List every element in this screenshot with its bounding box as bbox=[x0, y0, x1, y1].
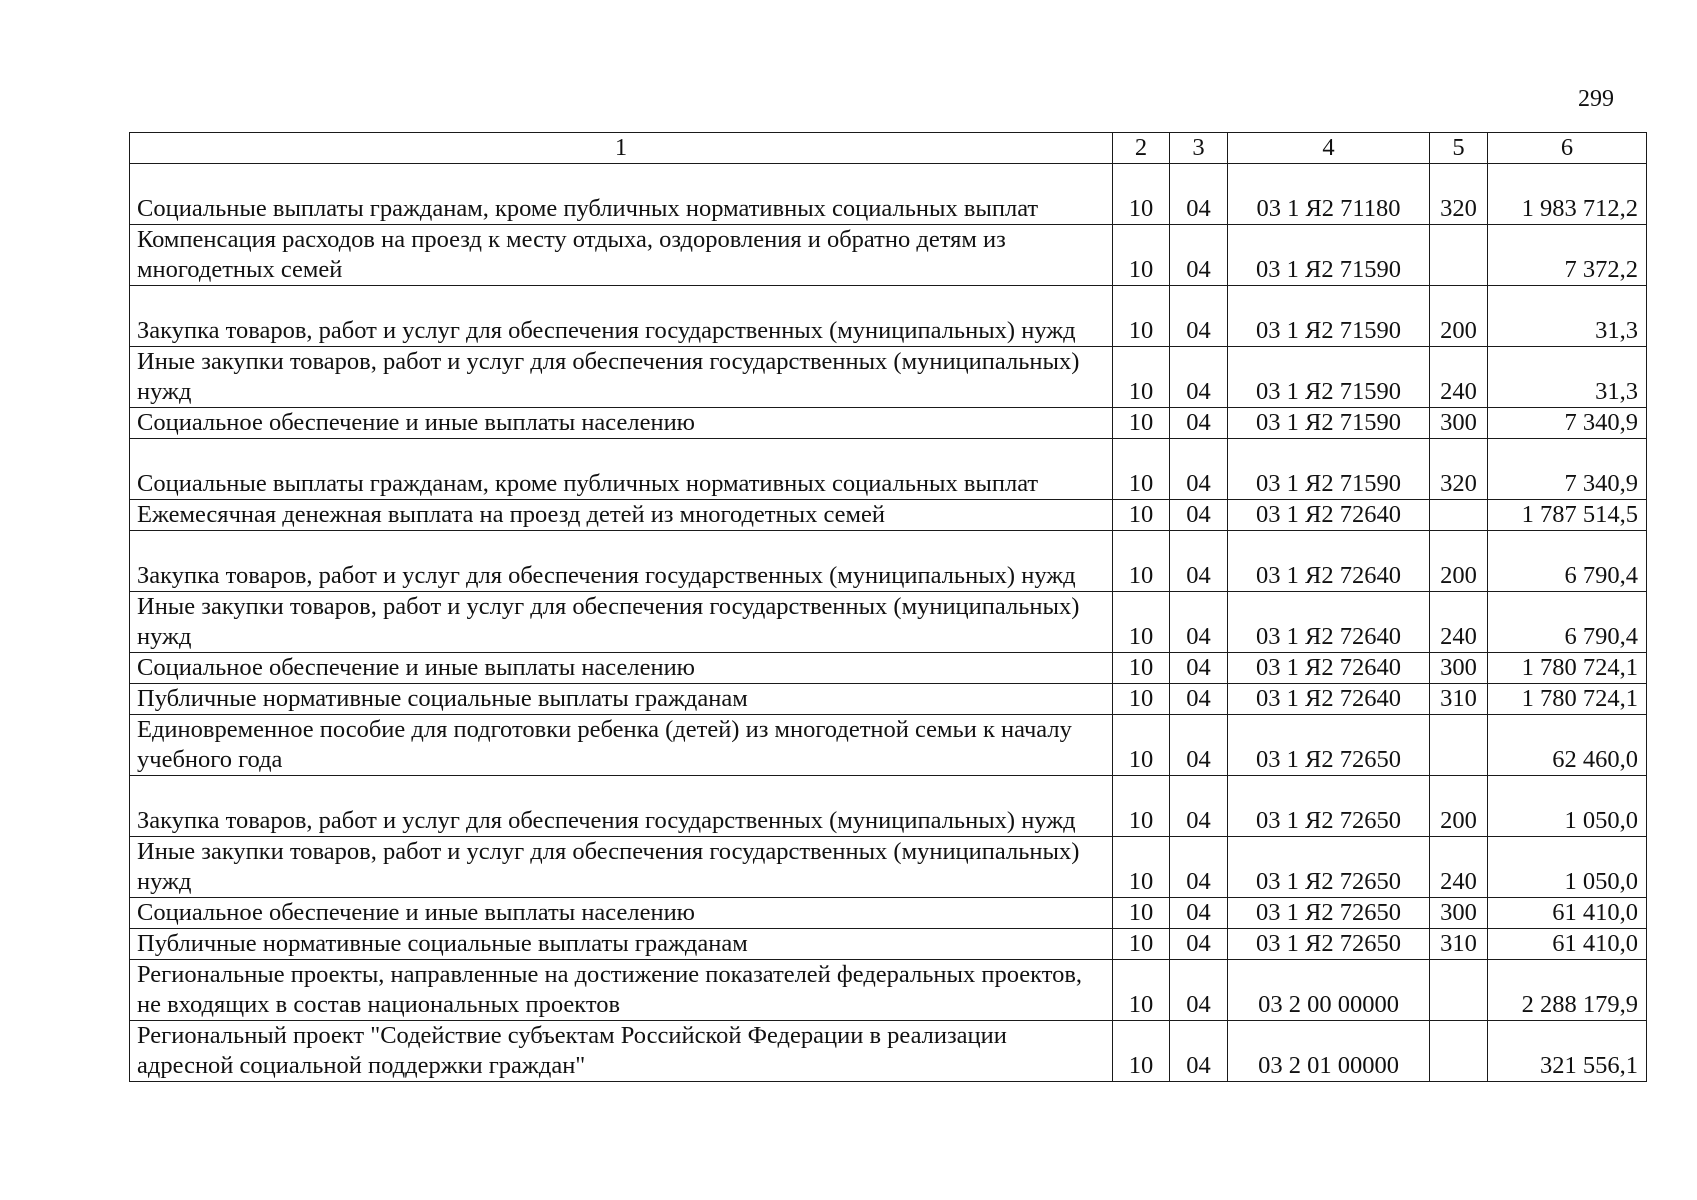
row-amount-cell: 61 410,0 bbox=[1488, 929, 1647, 960]
row-target-code-cell: 03 1 Я2 71590 bbox=[1228, 225, 1430, 286]
table-row bbox=[130, 286, 1647, 347]
row-name-cell: Социальные выплаты гражданам, кроме публичных нормативных социальных выплат bbox=[130, 439, 1113, 500]
row-amount-cell: 321 556,1 bbox=[1488, 1021, 1647, 1082]
row-subsection-cell: 04 bbox=[1170, 837, 1228, 898]
row-subsection-cell: 04 bbox=[1170, 347, 1228, 408]
row-target-code-cell: 03 1 Я2 72650 bbox=[1228, 898, 1430, 929]
row-amount-cell: 2 288 179,9 bbox=[1488, 960, 1647, 1021]
row-amount-cell: 1 780 724,1 bbox=[1488, 653, 1647, 684]
header-cell-name: 1 bbox=[130, 133, 1113, 164]
row-amount-cell: 6 790,4 bbox=[1488, 531, 1647, 592]
header-cell-amount: 6 bbox=[1488, 133, 1647, 164]
row-subsection-cell: 04 bbox=[1170, 715, 1228, 776]
row-target-code-cell: 03 1 Я2 71590 bbox=[1228, 347, 1430, 408]
row-name-cell: Иные закупки товаров, работ и услуг для обеспечения государственных (муниципальных) нужд bbox=[130, 837, 1113, 898]
row-expense-type-cell: 310 bbox=[1430, 684, 1488, 715]
row-amount-cell: 1 050,0 bbox=[1488, 776, 1647, 837]
table-row bbox=[130, 592, 1647, 653]
table-row bbox=[130, 347, 1647, 408]
table-row bbox=[130, 500, 1647, 531]
row-subsection-cell: 04 bbox=[1170, 286, 1228, 347]
row-name-cell: Закупка товаров, работ и услуг для обеспечения государственных (муниципальных) нужд bbox=[130, 286, 1113, 347]
row-expense-type-cell bbox=[1430, 500, 1488, 531]
row-section-cell: 10 bbox=[1113, 439, 1170, 500]
row-target-code-cell: 03 1 Я2 71590 bbox=[1228, 286, 1430, 347]
row-expense-type-cell bbox=[1430, 225, 1488, 286]
row-name-cell: Социальное обеспечение и иные выплаты населению bbox=[130, 898, 1113, 929]
row-subsection-cell: 04 bbox=[1170, 776, 1228, 837]
row-target-code-cell: 03 1 Я2 72640 bbox=[1228, 531, 1430, 592]
row-expense-type-cell: 240 bbox=[1430, 592, 1488, 653]
row-subsection-cell: 04 bbox=[1170, 1021, 1228, 1082]
row-expense-type-cell: 200 bbox=[1430, 531, 1488, 592]
table-row bbox=[130, 164, 1647, 225]
row-section-cell: 10 bbox=[1113, 837, 1170, 898]
row-subsection-cell: 04 bbox=[1170, 592, 1228, 653]
row-target-code-cell: 03 1 Я2 72650 bbox=[1228, 776, 1430, 837]
budget-table bbox=[129, 132, 1647, 1082]
table-row bbox=[130, 408, 1647, 439]
row-expense-type-cell bbox=[1430, 1021, 1488, 1082]
header-cell-section: 2 bbox=[1113, 133, 1170, 164]
row-name-cell: Компенсация расходов на проезд к месту отдыха, оздоровления и обратно детям из многодетных семей bbox=[130, 225, 1113, 286]
table-row bbox=[130, 960, 1647, 1021]
table-row bbox=[130, 439, 1647, 500]
row-amount-cell: 61 410,0 bbox=[1488, 898, 1647, 929]
row-amount-cell: 1 780 724,1 bbox=[1488, 684, 1647, 715]
row-subsection-cell: 04 bbox=[1170, 439, 1228, 500]
row-amount-cell: 6 790,4 bbox=[1488, 592, 1647, 653]
row-subsection-cell: 04 bbox=[1170, 653, 1228, 684]
table-row bbox=[130, 715, 1647, 776]
row-target-code-cell: 03 2 01 00000 bbox=[1228, 1021, 1430, 1082]
row-subsection-cell: 04 bbox=[1170, 408, 1228, 439]
row-section-cell: 10 bbox=[1113, 408, 1170, 439]
row-section-cell: 10 bbox=[1113, 592, 1170, 653]
row-section-cell: 10 bbox=[1113, 1021, 1170, 1082]
row-target-code-cell: 03 1 Я2 71180 bbox=[1228, 164, 1430, 225]
row-amount-cell: 62 460,0 bbox=[1488, 715, 1647, 776]
row-subsection-cell: 04 bbox=[1170, 164, 1228, 225]
row-amount-cell: 1 050,0 bbox=[1488, 837, 1647, 898]
row-section-cell: 10 bbox=[1113, 347, 1170, 408]
row-amount-cell: 7 340,9 bbox=[1488, 408, 1647, 439]
row-target-code-cell: 03 1 Я2 71590 bbox=[1228, 439, 1430, 500]
row-section-cell: 10 bbox=[1113, 531, 1170, 592]
row-target-code-cell: 03 1 Я2 72650 bbox=[1228, 837, 1430, 898]
row-section-cell: 10 bbox=[1113, 715, 1170, 776]
row-expense-type-cell bbox=[1430, 715, 1488, 776]
row-section-cell: 10 bbox=[1113, 898, 1170, 929]
header-cell-subsection: 3 bbox=[1170, 133, 1228, 164]
row-target-code-cell: 03 1 Я2 72640 bbox=[1228, 684, 1430, 715]
row-subsection-cell: 04 bbox=[1170, 531, 1228, 592]
row-subsection-cell: 04 bbox=[1170, 684, 1228, 715]
row-expense-type-cell: 200 bbox=[1430, 776, 1488, 837]
row-target-code-cell: 03 1 Я2 72640 bbox=[1228, 592, 1430, 653]
table-row bbox=[130, 653, 1647, 684]
table-row bbox=[130, 929, 1647, 960]
row-amount-cell: 1 787 514,5 bbox=[1488, 500, 1647, 531]
row-section-cell: 10 bbox=[1113, 500, 1170, 531]
table-row bbox=[130, 225, 1647, 286]
page-number: 299 bbox=[1578, 86, 1614, 112]
row-name-cell: Закупка товаров, работ и услуг для обеспечения государственных (муниципальных) нужд bbox=[130, 531, 1113, 592]
row-expense-type-cell: 300 bbox=[1430, 898, 1488, 929]
row-name-cell: Социальные выплаты гражданам, кроме публичных нормативных социальных выплат bbox=[130, 164, 1113, 225]
row-name-cell: Публичные нормативные социальные выплаты гражданам bbox=[130, 684, 1113, 715]
row-subsection-cell: 04 bbox=[1170, 225, 1228, 286]
row-section-cell: 10 bbox=[1113, 286, 1170, 347]
table-row bbox=[130, 1021, 1647, 1082]
row-subsection-cell: 04 bbox=[1170, 898, 1228, 929]
row-subsection-cell: 04 bbox=[1170, 929, 1228, 960]
table-row bbox=[130, 837, 1647, 898]
header-cell-target-code: 4 bbox=[1228, 133, 1430, 164]
row-name-cell: Иные закупки товаров, работ и услуг для обеспечения государственных (муниципальных) нужд bbox=[130, 592, 1113, 653]
row-name-cell: Ежемесячная денежная выплата на проезд детей из многодетных семей bbox=[130, 500, 1113, 531]
table-row bbox=[130, 776, 1647, 837]
row-section-cell: 10 bbox=[1113, 653, 1170, 684]
table-row bbox=[130, 531, 1647, 592]
row-name-cell: Иные закупки товаров, работ и услуг для обеспечения государственных (муниципальных) нужд bbox=[130, 347, 1113, 408]
row-expense-type-cell: 310 bbox=[1430, 929, 1488, 960]
row-name-cell: Социальное обеспечение и иные выплаты населению bbox=[130, 653, 1113, 684]
row-expense-type-cell: 300 bbox=[1430, 653, 1488, 684]
header-cell-expense-type: 5 bbox=[1430, 133, 1488, 164]
row-target-code-cell: 03 1 Я2 71590 bbox=[1228, 408, 1430, 439]
row-name-cell: Региональные проекты, направленные на достижение показателей федеральных проектов, не входящих в состав национальных проектов bbox=[130, 960, 1113, 1021]
row-expense-type-cell: 240 bbox=[1430, 837, 1488, 898]
row-name-cell: Публичные нормативные социальные выплаты гражданам bbox=[130, 929, 1113, 960]
row-section-cell: 10 bbox=[1113, 684, 1170, 715]
table-row bbox=[130, 684, 1647, 715]
row-target-code-cell: 03 1 Я2 72640 bbox=[1228, 653, 1430, 684]
row-amount-cell: 7 372,2 bbox=[1488, 225, 1647, 286]
row-target-code-cell: 03 1 Я2 72650 bbox=[1228, 929, 1430, 960]
row-target-code-cell: 03 1 Я2 72650 bbox=[1228, 715, 1430, 776]
row-expense-type-cell: 200 bbox=[1430, 286, 1488, 347]
header-row bbox=[130, 133, 1647, 164]
row-target-code-cell: 03 1 Я2 72640 bbox=[1228, 500, 1430, 531]
row-section-cell: 10 bbox=[1113, 776, 1170, 837]
row-name-cell: Закупка товаров, работ и услуг для обеспечения государственных (муниципальных) нужд bbox=[130, 776, 1113, 837]
row-expense-type-cell: 320 bbox=[1430, 164, 1488, 225]
table-row bbox=[130, 898, 1647, 929]
row-target-code-cell: 03 2 00 00000 bbox=[1228, 960, 1430, 1021]
row-name-cell: Единовременное пособие для подготовки ребенка (детей) из многодетной семьи к началу учебного года bbox=[130, 715, 1113, 776]
row-name-cell: Региональный проект "Содействие субъектам Российской Федерации в реализации адресной социальной поддержки граждан" bbox=[130, 1021, 1113, 1082]
row-name-cell: Социальное обеспечение и иные выплаты населению bbox=[130, 408, 1113, 439]
row-subsection-cell: 04 bbox=[1170, 500, 1228, 531]
row-section-cell: 10 bbox=[1113, 929, 1170, 960]
row-expense-type-cell: 300 bbox=[1430, 408, 1488, 439]
row-expense-type-cell: 320 bbox=[1430, 439, 1488, 500]
row-expense-type-cell: 240 bbox=[1430, 347, 1488, 408]
row-section-cell: 10 bbox=[1113, 225, 1170, 286]
row-section-cell: 10 bbox=[1113, 960, 1170, 1021]
row-amount-cell: 7 340,9 bbox=[1488, 439, 1647, 500]
row-expense-type-cell bbox=[1430, 960, 1488, 1021]
row-subsection-cell: 04 bbox=[1170, 960, 1228, 1021]
row-amount-cell: 1 983 712,2 bbox=[1488, 164, 1647, 225]
row-amount-cell: 31,3 bbox=[1488, 347, 1647, 408]
row-section-cell: 10 bbox=[1113, 164, 1170, 225]
row-amount-cell: 31,3 bbox=[1488, 286, 1647, 347]
